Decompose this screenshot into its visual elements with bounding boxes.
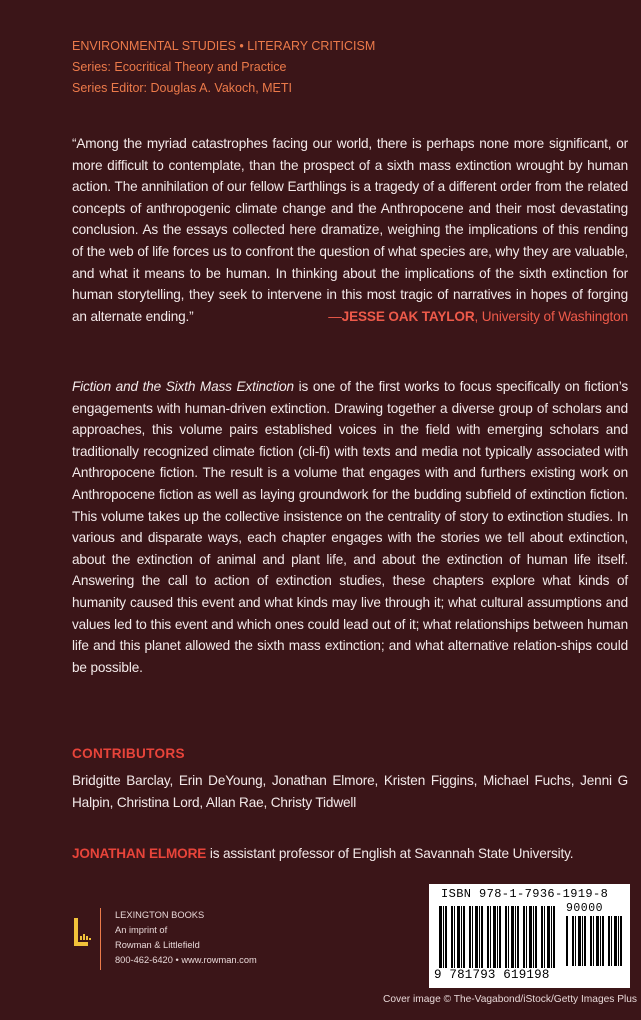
series-name: Series: Ecocritical Theory and Practice [72,60,287,74]
barcode-bar [600,916,601,966]
book-title: Fiction and the Sixth Mass Extinction [72,379,294,394]
barcode-bar [439,906,442,968]
barcode-bar [487,906,489,968]
publisher-imprint: An imprint of [115,925,168,935]
barcode-bar [618,916,619,966]
barcode-bar [445,906,447,968]
barcode-bar [547,906,550,968]
attribution-name: JESSE OAK TAYLOR [341,308,475,324]
barcode-bar [497,906,498,968]
barcode-bar [572,916,574,966]
quote-text: “Among the myriad catastrophes facing our world, there is perhaps none more significant, or more difficult to contemplate, than the prospect of a sixth mass extinction wrought by human action. The annihilation of our fellow Earthlings is a tragedy of a different order from the related concepts of anthropogenic climate change and the Anthropocene and their most devastating conclusion. As the essays collected here dramatize, weighing the implications of this rending of the web of life forces us to confront the question of what species are, why they are valuable, and what it means to be human. In thinking about the implications of the sixth extinction for human storytelling, they seek to intervene in this most tragic of narratives in hopes of forging an alternate ending.” [72,136,628,324]
barcode-bar [533,906,534,968]
barcode-bar [490,906,491,968]
barcode-bar [544,906,545,968]
author-bio-text: is assistant professor of English at Savannah State University. [206,846,574,861]
publisher-divider [100,908,101,970]
isbn-text: ISBN 978-1-7936-1919-8 [441,887,609,901]
author-name: JONATHAN ELMORE [72,846,207,861]
publisher-contact: 800-462-6420 • www.rowman.com [115,955,257,965]
series-header [72,36,375,99]
barcode-bar [472,906,473,968]
barcode-bar [508,906,509,968]
subject-categories: ENVIRONMENTAL STUDIES • LITERARY CRITICISM [72,39,376,53]
barcode-bar [582,916,583,966]
barcode-bar [535,906,537,968]
barcode-bar [575,916,576,966]
attribution-dash: — [328,308,342,324]
barcode-bar [499,906,501,968]
isbn-barcode [429,884,630,988]
barcode-bar [553,906,555,968]
description-text: is one of the first works to focus specifically on fiction’s engagements with human-driven extinction. Drawing together a diverse group of scholars and approaches, this volume pairs established voices in the field with emerging scholars and traditionally recognized climate fiction (cli-fi) with texts and media not typically associated with Anthropocene fiction. The result is a volume that engages with and furthers existing work on Anthropocene fiction as well as laying groundwork for the budding subfield of extinction fiction. This volume takes up the collective insistence on the centrality of story to extinction studies. In various and disparate ways, each chapter engages with the stories we tell about extinction, about the extinction of animal and plant life, and about the extinction of human life itself. Answering the call to action of extinction studies, these chapters explore what kinds of humanity caused this event and what kinds may live through it; what cultural assumptions and values led to this event and which ones could lead out of it; what relationships between human life and this planet allowed the sixth mass extinction; and what alternative relation-ships could be possible. [72,379,628,675]
contributors-heading: CONTRIBUTORS [72,746,185,761]
barcode-bar [602,916,604,966]
publisher-name: LEXINGTON BOOKS [115,910,205,920]
price-addon-number: 90000 [566,902,604,915]
barcode-bar [454,906,455,968]
ean-number: 9 781793 619198 [434,968,550,982]
publisher-info [115,908,257,968]
barcode-bar [596,916,599,966]
barcode-bar [475,906,478,968]
book-description [72,376,628,678]
barcode-bar [590,916,592,966]
barcode-bar [593,916,594,966]
barcode-bar [611,916,612,966]
barcode-bar [614,916,617,966]
barcode-bar [541,906,543,968]
barcode-bar [493,906,496,968]
barcode-bar [517,906,519,968]
barcode-bar [461,906,462,968]
barcode-bar [551,906,552,968]
ean-barcode-bars [439,906,559,968]
barcode-bar [529,906,532,968]
barcode-bar [566,916,568,966]
barcode-bar [463,906,465,968]
barcode-bar [443,906,444,968]
barcode-bar [505,906,507,968]
barcode-bar [479,906,480,968]
barcode-bar [511,906,514,968]
barcode-bar [451,906,453,968]
contributors-list: Bridgitte Barclay, Erin DeYoung, Jonathan Elmore, Kristen Figgins, Michael Fuchs, Jenni G Halpin, Christina Lord, Allan Rae, Christy Tidwell [72,773,628,810]
lexington-logo-icon [72,912,94,952]
publisher-parent: Rowman & Littlefield [115,940,200,950]
attribution-affiliation: , University of Washington [474,308,628,324]
barcode-bar [457,906,460,968]
addon-barcode-bars [566,916,622,966]
endorsement-quote [72,133,628,327]
barcode-bar [578,916,581,966]
quote-attribution [328,306,628,328]
barcode-bar [515,906,516,968]
barcode-bar [620,916,622,966]
barcode-bar [523,906,525,968]
series-editor: Series Editor: Douglas A. Vakoch, METI [72,81,293,95]
author-bio [72,846,628,861]
cover-image-credit: Cover image © The-Vagabond/iStock/Getty Images Plus [383,994,638,1005]
barcode-bar [526,906,527,968]
barcode-bar [481,906,483,968]
barcode-bar [469,906,471,968]
barcode-bar [584,916,586,966]
barcode-bar [608,916,610,966]
